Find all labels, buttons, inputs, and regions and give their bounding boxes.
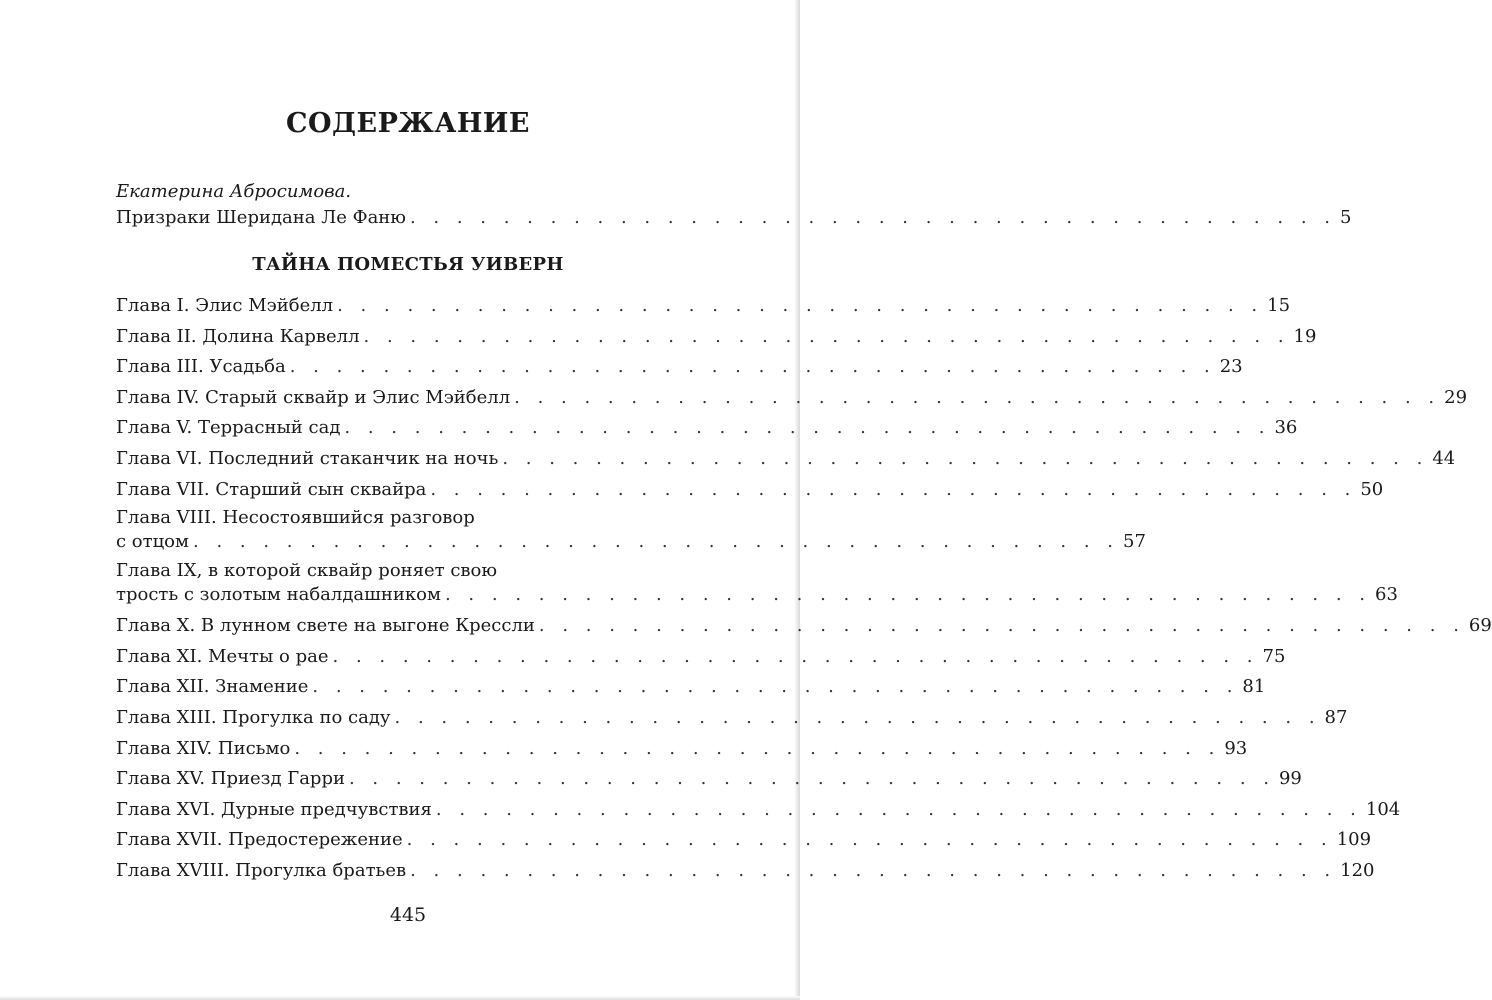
chapter-title: Глава XV. Приезд Гарри	[116, 768, 345, 790]
toc-entry	[116, 292, 1291, 323]
leader-dots: . . . . . . . . . . . . . . . . . . . . . . . . . . . . . . . . . . . . . . . .	[409, 207, 1336, 228]
page-bottom-shadow	[0, 996, 800, 1000]
chapter-title: Глава II. Долина Карвелл	[116, 325, 360, 347]
toc-entry	[116, 445, 1456, 476]
chapter-title: с отцом	[116, 531, 190, 553]
chapter-title: Глава V. Террасный сад	[116, 417, 341, 439]
chapter-title: Глава VII. Старший сын сквайра	[116, 478, 427, 500]
chapter-title: трость с золотым набалдашником	[116, 584, 441, 606]
intro-entry	[116, 178, 1352, 232]
toc-entry	[116, 323, 1317, 354]
toc-entry	[116, 704, 1348, 735]
leader-dots: . . . . . . . . . . . . . . . . . . . . . . . . . . . . . . . . . . . . . . . .	[514, 386, 1441, 408]
toc-entry	[116, 612, 1492, 643]
chapter-page-number: 120	[1340, 859, 1375, 881]
leader-dots: . . . . . . . . . . . . . . . . . . . . . . . . . . . . . . . . . . . . . . . .	[337, 295, 1264, 316]
toc-entry	[116, 796, 1401, 827]
chapter-page-number: 63	[1375, 584, 1398, 606]
toc-entry	[116, 414, 1298, 445]
leader-dots: . . . . . . . . . . . . . . . . . . . . . . . . . . . . . . . . . . . . . . . .	[294, 737, 1221, 759]
intro-line	[116, 204, 1352, 232]
chapter-page-number: 109	[1336, 829, 1372, 851]
chapter-title: Глава XII. Знамение	[116, 676, 309, 698]
chapter-title-line1: Глава VIII. Несостоявшийся разговор	[116, 507, 475, 529]
leader-dots: . . . . . . . . . . . . . . . . . . . . . . . . . . . . . . . . . . . . . . . .	[332, 645, 1259, 667]
leader-dots: . . . . . . . . . . . . . . . . . . . . . . . . . . . . . . . . . . . . . . . .	[344, 417, 1271, 439]
chapter-page-number: 15	[1267, 295, 1291, 316]
chapter-page-number: 69	[1468, 615, 1492, 637]
chapter-page-number: 29	[1444, 386, 1468, 408]
leader-dots: . . . . . . . . . . . . . . . . . . . . . . . . . . . . . . . . . . . . . . . .	[394, 706, 1321, 728]
toc-entry	[116, 857, 1375, 888]
chapter-title: Глава I. Элис Мэйбелл	[116, 295, 334, 316]
toc-entry	[116, 765, 1302, 796]
leader-dots: . . . . . . . . . . . . . . . . . . . . . . . . . . . . . . . . . . . . . . . .	[193, 531, 1120, 553]
leader-dots: . . . . . . . . . . . . . . . . . . . . . . . . . . . . . . . . . . . . . . . .	[289, 356, 1216, 378]
toc-entry	[116, 735, 1248, 766]
toc-entry	[116, 476, 1384, 507]
intro-title: Призраки Шеридана Ле Фаню	[116, 207, 406, 228]
chapter-title: Глава III. Усадьба	[116, 356, 286, 378]
toc-entry	[116, 353, 1243, 384]
chapter-page-number: 50	[1360, 478, 1384, 500]
chapter-title: Глава XVIII. Прогулка братьев	[116, 859, 407, 881]
chapter-page-number: 87	[1324, 706, 1348, 728]
intro-author: Екатерина Абросимова.	[116, 181, 352, 202]
intro-page-number: 5	[1339, 207, 1352, 228]
leader-dots: . . . . . . . . . . . . . . . . . . . . . . . . . . . . . . . . . . . . . . . .	[410, 859, 1337, 881]
chapter-page-number: 19	[1293, 325, 1317, 347]
leader-dots: . . . . . . . . . . . . . . . . . . . . . . . . . . . . . . . . . . . . . . . .	[435, 798, 1362, 820]
chapter-page-number: 104	[1365, 798, 1401, 820]
chapter-title: Глава XIII. Прогулка по саду	[116, 706, 391, 728]
chapter-title: Глава XI. Мечты о рае	[116, 645, 329, 667]
chapter-title-line1: Глава IX, в которой сквайр роняет свою	[116, 560, 498, 582]
chapter-title: Глава XIV. Письмо	[116, 737, 291, 759]
chapter-page-number: 99	[1278, 768, 1302, 790]
toc-entry	[116, 559, 1398, 612]
page-title: СОДЕРЖАНИЕ	[286, 108, 530, 139]
chapter-page-number: 36	[1274, 417, 1298, 439]
chapter-title: Глава X. В лунном свете на выгоне Крессли	[116, 615, 535, 637]
leader-dots: . . . . . . . . . . . . . . . . . . . . . . . . . . . . . . . . . . . . . . . .	[502, 447, 1429, 469]
chapter-page-number: 23	[1219, 356, 1243, 378]
leader-dots: . . . . . . . . . . . . . . . . . . . . . . . . . . . . . . . . . . . . . . . .	[538, 615, 1465, 637]
leader-dots: . . . . . . . . . . . . . . . . . . . . . . . . . . . . . . . . . . . . . . . .	[348, 768, 1275, 790]
toc-entry	[116, 826, 1372, 857]
chapter-page-number: 44	[1432, 447, 1456, 469]
section-title: ТАЙНА ПОМЕСТЬЯ УИВЕРН	[252, 254, 564, 275]
page-number: 445	[389, 904, 427, 926]
chapter-list	[116, 292, 1492, 888]
toc-entry	[116, 643, 1286, 674]
chapter-page-number: 81	[1242, 676, 1266, 698]
toc-entry	[116, 673, 1266, 704]
leader-dots: . . . . . . . . . . . . . . . . . . . . . . . . . . . . . . . . . . . . . . . .	[312, 676, 1239, 698]
chapter-title: Глава XVII. Предостережение	[116, 829, 403, 851]
leader-dots: . . . . . . . . . . . . . . . . . . . . . . . . . . . . . . . . . . . . . . . .	[406, 829, 1333, 851]
toc-entry	[116, 384, 1468, 415]
chapter-title: Глава VI. Последний стаканчик на ночь	[116, 447, 499, 469]
chapter-title: Глава XVI. Дурные предчувствия	[116, 798, 432, 820]
leader-dots: . . . . . . . . . . . . . . . . . . . . . . . . . . . . . . . . . . . . . . . .	[363, 325, 1290, 347]
chapter-page-number: 93	[1224, 737, 1248, 759]
toc-entry	[116, 506, 1146, 559]
chapter-title: Глава IV. Старый сквайр и Элис Мэйбелл	[116, 386, 511, 408]
chapter-page-number: 75	[1262, 645, 1286, 667]
chapter-page-number: 57	[1123, 531, 1146, 553]
leader-dots: . . . . . . . . . . . . . . . . . . . . . . . . . . . . . . . . . . . . . . . .	[444, 584, 1371, 606]
leader-dots: . . . . . . . . . . . . . . . . . . . . . . . . . . . . . . . . . . . . . . . .	[430, 478, 1357, 500]
